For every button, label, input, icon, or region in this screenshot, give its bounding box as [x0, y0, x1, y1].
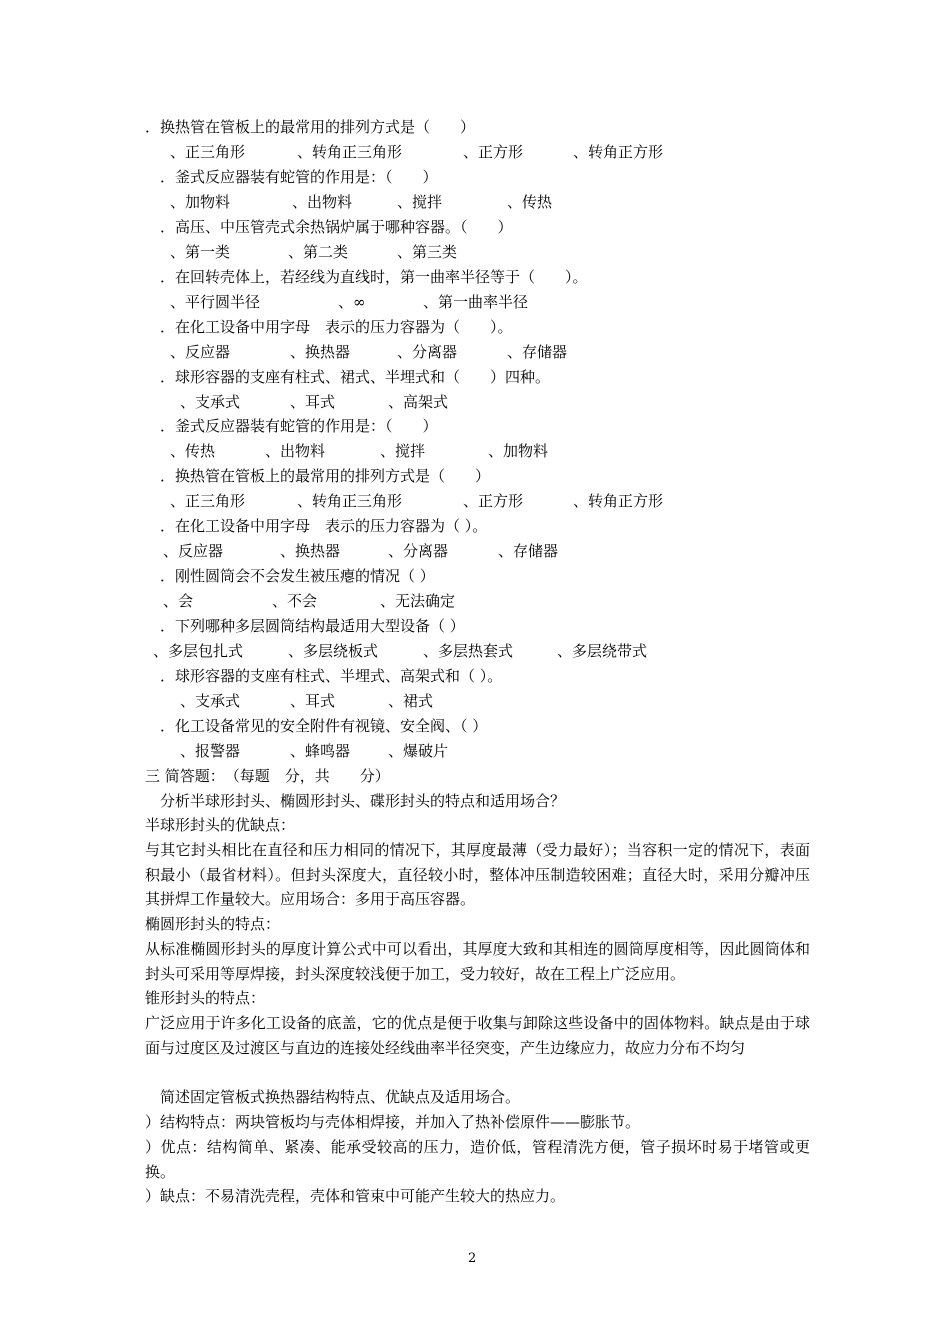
option-12c: 、裙式 [388, 692, 434, 710]
option-1a: 、正三角形 [170, 143, 246, 161]
option-13c: 、爆破片 [388, 742, 449, 760]
option-2d: 、传热 [507, 193, 553, 211]
option-11a: 、多层包扎式 [153, 642, 244, 660]
answer-disadvantages: ）缺点：不易清洗壳程，壳体和管束中可能产生较大的热应力。 [145, 1187, 566, 1205]
question-stem-4: ．在回转壳体上，若经线为直线时，第一曲率半径等于（ ）。 [160, 268, 588, 286]
option-7d: 、加物料 [488, 442, 549, 460]
question-stem-3: ．高压、中压管壳式余热锅炉属于哪种容器。（ ） [160, 218, 513, 236]
option-8c: 、正方形 [463, 492, 524, 510]
short-question-1: 分析半球形封头、椭圆形封头、碟形封头的特点和适用场合？ [145, 792, 566, 810]
paragraph-hemispherical: 与其它封头相比在直径和压力相同的情况下，其厚度最薄（受力最好）；当容积一定的情况下，表面积最小（最省材料）。但封头深度大，直径较小时，整体冲压制造较困难；直径大时，采用分瓣冲压其拼焊工作量较大。应用场合：多用于高压容器。 [145, 841, 810, 908]
subheading-hemispherical: 半球形封头的优缺点： [145, 816, 296, 834]
paragraph-conical: 广泛应用于许多化工设备的底盖，它的优点是便于收集与卸除这些设备中的固体物料。缺点是由于球面与过度区及过渡区与直边的连接处经线曲率半径突变，产生边缘应力，故应力分布不均匀 [145, 1014, 810, 1057]
question-stem-1: ．换热管在管板上的最常用的排列方式是（ ） [145, 118, 476, 136]
option-9a: 、反应器 [163, 542, 224, 560]
option-1d: 、转角正方形 [573, 143, 664, 161]
option-7a: 、传热 [170, 442, 216, 460]
answer-structure: ）结构特点：两块管板均与壳体相焊接，并加入了热补偿原件——膨胀节。 [145, 1113, 641, 1131]
option-11b: 、多层绕板式 [288, 642, 379, 660]
option-2a: 、加物料 [170, 193, 231, 211]
question-stem-6: ．球形容器的支座有柱式、裙式、半埋式和（ ）四种。 [160, 368, 551, 386]
option-11c: 、多层热套式 [423, 642, 514, 660]
question-stem-5: ．在化工设备中用字母 表示的压力容器为（ ）。 [160, 318, 513, 336]
question-stem-9: ．在化工设备中用字母 表示的压力容器为（ ）。 [160, 517, 488, 535]
option-12b: 、耳式 [290, 692, 336, 710]
option-7c: 、搅拌 [380, 442, 426, 460]
option-3c: 、第三类 [397, 243, 458, 261]
subheading-elliptical: 椭圆形封头的特点： [145, 915, 281, 933]
question-stem-11: ．下列哪种多层圆筒结构最适用大型设备（ ） [160, 617, 465, 635]
option-4a: 、平行圆半径 [170, 293, 261, 311]
option-1c: 、正方形 [463, 143, 524, 161]
option-6a: 、支承式 [180, 393, 241, 411]
option-8a: 、正三角形 [170, 492, 246, 510]
option-11d: 、多层绕带式 [557, 642, 648, 660]
option-9c: 、分离器 [388, 542, 449, 560]
option-2c: 、搅拌 [397, 193, 443, 211]
option-6c: 、高架式 [388, 393, 449, 411]
option-5b: 、换热器 [290, 343, 351, 361]
option-13a: 、报警器 [180, 742, 241, 760]
option-3a: 、第一类 [170, 243, 231, 261]
option-13b: 、蜂鸣器 [290, 742, 351, 760]
option-3b: 、第二类 [288, 243, 349, 261]
option-5d: 、存储器 [507, 343, 568, 361]
option-1b: 、转角正三角形 [297, 143, 403, 161]
answer-advantages: ）优点：结构简单、紧凑、能承受较高的压力，造价低，管程清洗方便，管子损坏时易于堵管或更换。 [145, 1138, 810, 1181]
option-10c: 、无法确定 [380, 592, 456, 610]
question-stem-2: ．釜式反应器装有蛇管的作用是：（ ） [160, 168, 438, 186]
short-question-2: 简述固定管板式换热器结构特点、优缺点及适用场合。 [145, 1088, 521, 1106]
option-5a: 、反应器 [170, 343, 231, 361]
option-7b: 、出物料 [265, 442, 326, 460]
option-10a: 、会 [163, 592, 194, 610]
question-stem-13: ．化工设备常见的安全附件有视镜、安全阀、（ ） [160, 717, 488, 735]
option-10b: 、不会 [272, 592, 318, 610]
question-stem-10: ．刚性圆筒会不会发生被压瘪的情况（ ） [160, 567, 435, 585]
option-8d: 、转角正方形 [573, 492, 664, 510]
option-2b: 、出物料 [292, 193, 353, 211]
option-6b: 、耳式 [290, 393, 336, 411]
option-8b: 、转角正三角形 [297, 492, 403, 510]
question-stem-7: ．釜式反应器装有蛇管的作用是：（ ） [160, 417, 438, 435]
page-number: 2 [468, 1251, 477, 1266]
section-heading: 三 简答题： （每题 分，共 分） [145, 767, 390, 785]
question-stem-12: ．球形容器的支座有柱式、半埋式、高架式和（ ）。 [160, 667, 503, 685]
option-5c: 、分离器 [397, 343, 458, 361]
subheading-conical: 锥形封头的特点： [145, 989, 266, 1007]
option-9b: 、换热器 [280, 542, 341, 560]
question-stem-8: ．换热管在管板上的最常用的排列方式是（ ） [160, 467, 491, 485]
paragraph-elliptical: 从标准椭圆形封头的厚度计算公式中可以看出，其厚度大致和其相连的圆筒厚度相等，因此圆筒体和封头可采用等厚焊接，封头深度较浅便于加工，受力较好，故在工程上广泛应用。 [145, 940, 810, 983]
option-4b: 、∞ [338, 293, 366, 311]
option-12a: 、支承式 [180, 692, 241, 710]
option-4c: 、第一曲率半径 [423, 293, 529, 311]
option-9d: 、存储器 [498, 542, 559, 560]
